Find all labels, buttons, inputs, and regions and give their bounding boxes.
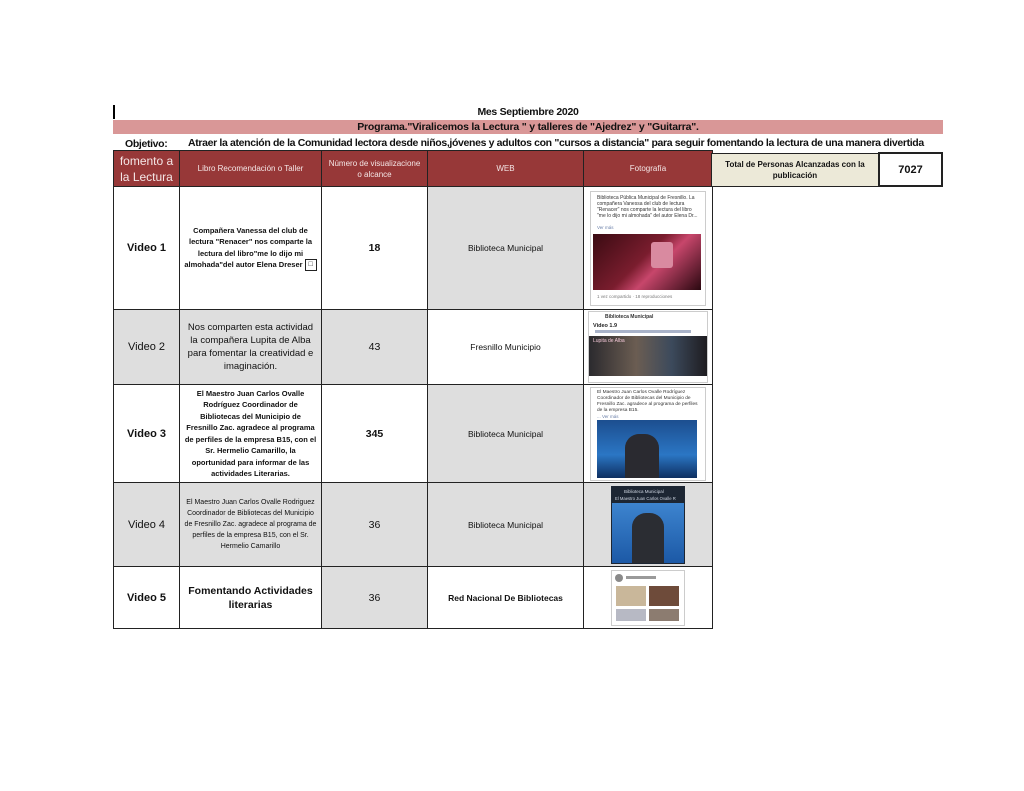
thumb-post-text: El Maestro Juan Carlos Ovalle R	[615, 495, 676, 501]
row-video: Video 5	[114, 567, 180, 629]
row-views: 345	[322, 385, 428, 483]
thumb-text-line	[626, 576, 656, 579]
video-frame-image	[589, 336, 707, 376]
header-visualizaciones: Número de visualizacione o alcance	[322, 151, 428, 187]
row-video: Video 1	[114, 187, 180, 310]
row-views: 18	[322, 187, 428, 310]
row-description: El Maestro Juan Carlos Ovalle Rodríguez Coordinador de Bibliotecas del Municipio de Fresnillo Zac. agradece al programa de perfiles de la empresa B15, con el Sr. Hermelio Camarillo, la oportunidad para informar de las actividades Literarias.	[180, 385, 322, 483]
thumb-caption: Lupita de Alba	[593, 338, 625, 344]
row-description: El Maestro Juan Carlos Ovalle Rodriguez Coordinador de Bibliotecas del Municipio de Fresnillo Zac. agradece al programa de perfiles de la empresa B15, con el Sr. Hermelio Camarillo	[180, 483, 322, 567]
collage-thumbnail-icon[interactable]	[611, 570, 685, 626]
summary-box	[711, 152, 943, 187]
row-video: Video 4	[114, 483, 180, 567]
activities-table	[113, 150, 713, 629]
video-frame-detail	[651, 242, 673, 268]
row-photo	[584, 483, 713, 567]
row-description-text: Compañera Vanessa del club de lectura "Renacer" nos comparte la lectura del libro"me lo dijo mi almohada"del autor Elena Dreser	[184, 225, 312, 270]
video-frame-image	[612, 503, 684, 563]
thumb-post-text: Biblioteca Pública Municipal de Fresnillo. La compañera Vanessa del club de lectura "Renacer" nos comparte la lectura del libro "me lo dijo mi almohada" del autor Elena Dr...	[597, 194, 698, 219]
thumb-page-name: Biblioteca Municipal	[605, 314, 654, 320]
thumb-more-link[interactable]: Ver más	[597, 224, 614, 230]
table-row	[114, 310, 713, 385]
row-views: 36	[322, 567, 428, 629]
thumb-page-name: Biblioteca Municipal	[624, 488, 664, 494]
row-web: Biblioteca Municipal	[428, 483, 584, 567]
thumb-more-link[interactable]: ... Ver más	[597, 413, 619, 419]
program-title: Programa."Viralicemos la Lectura " y talleres de "Ajedrez" y "Guitarra".	[113, 120, 943, 134]
row-description	[180, 187, 322, 310]
row-web: Biblioteca Municipal	[428, 187, 584, 310]
month-title: Mes Septiembre 2020	[477, 106, 579, 118]
person-silhouette	[625, 434, 659, 478]
table-row	[114, 187, 713, 310]
row-photo	[584, 385, 713, 483]
header-fotografia: Fotografía	[584, 151, 713, 187]
row-web: Red Nacional De Bibliotecas	[428, 567, 584, 629]
table-row	[114, 483, 713, 567]
facebook-post-thumbnail-icon[interactable]	[590, 387, 706, 481]
video-frame-image	[593, 234, 701, 290]
facebook-post-thumbnail-icon[interactable]	[590, 191, 706, 306]
book-emoji-icon: □	[305, 259, 317, 271]
header-libro: Libro Recomendación o Taller	[180, 151, 322, 187]
row-photo	[584, 567, 713, 629]
row-views: 43	[322, 310, 428, 385]
row-video: Video 2	[114, 310, 180, 385]
table-row	[114, 385, 713, 483]
row-video: Video 3	[114, 385, 180, 483]
objective-label: Objetivo:	[125, 138, 168, 150]
collage-image-1	[616, 586, 646, 606]
row-web: Biblioteca Municipal	[428, 385, 584, 483]
person-silhouette	[632, 513, 664, 563]
row-photo	[584, 187, 713, 310]
summary-value: 7027	[879, 153, 942, 186]
objective-line	[113, 136, 953, 150]
row-web: Fresnillo Municipio	[428, 310, 584, 385]
summary-label: Total de Personas Alcanzadas con la publicación	[712, 153, 879, 186]
row-description: Nos comparten esta actividad la compañera Lupita de Alba para fomentar la creatividad e imaginación.	[180, 310, 322, 385]
video-thumbnail-icon[interactable]	[611, 486, 685, 564]
table-header-row	[114, 151, 713, 187]
row-photo	[584, 310, 713, 385]
thumb-link-line	[595, 330, 691, 333]
header-web: WEB	[428, 151, 584, 187]
header-fomento: fomento a la Lectura	[114, 151, 180, 187]
row-description: Fomentando Actividades literarias	[180, 567, 322, 629]
thumb-post-text: El Maestro Juan Carlos Ovalle Rodríguez Coordinador de Bibliotecas del Municipio de Fresnillo Zac. agradece al programa de perfiles de la empresa B15.	[597, 389, 698, 413]
collage-image-4	[649, 609, 679, 621]
table-row	[114, 567, 713, 629]
objective-text: Atraer la atención de la Comunidad lectora desde niños,jóvenes y adultos con "cursos a distancia" para seguir fomentando la lectura de una manera divertida	[188, 137, 924, 149]
collage-image-2	[649, 586, 679, 606]
thumb-post-title: Video 1.9	[593, 323, 618, 329]
collage-image-3	[616, 609, 646, 621]
facebook-post-thumbnail-icon[interactable]	[588, 311, 708, 383]
video-frame-image	[597, 420, 697, 478]
thumb-stats: 1 vez compartido · 18 reproducciones	[597, 293, 673, 299]
row-views: 36	[322, 483, 428, 567]
avatar	[615, 574, 623, 582]
